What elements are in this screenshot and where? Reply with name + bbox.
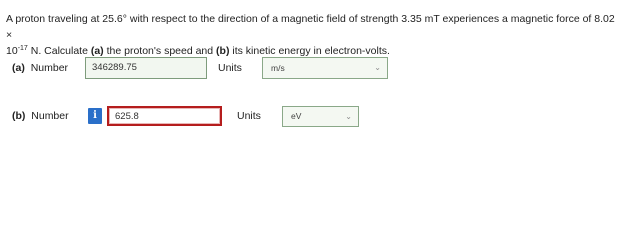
exponent-base: 10: [6, 45, 18, 57]
question-part-b-text: its kinetic energy in electron-volts.: [229, 45, 390, 57]
part-a-row: [6, 57, 618, 81]
part-b-units-label: Units: [237, 110, 261, 122]
part-a-number-input[interactable]: 346289.75: [85, 57, 207, 79]
part-a-letter: (a): [12, 62, 25, 74]
part-a-units-select[interactable]: [262, 57, 388, 79]
part-a-label: [12, 62, 68, 74]
part-a-units-value: m/s: [271, 63, 285, 73]
part-b-units-value: eV: [291, 111, 302, 121]
question-text: [6, 11, 618, 59]
chevron-down-icon: ⌄: [345, 112, 352, 121]
part-b-letter: (b): [12, 110, 26, 122]
question-part-b-label: (b): [216, 45, 230, 57]
part-b-label: [12, 110, 69, 122]
question-part-a-text: the proton's speed and: [103, 45, 217, 57]
question-line2: N. Calculate: [27, 45, 91, 57]
question-part-a-label: (a): [90, 45, 104, 57]
part-a-units-label: Units: [218, 62, 242, 74]
part-a-number-label: Number: [30, 62, 69, 74]
info-icon[interactable]: i: [88, 108, 102, 124]
exponent-power: -17: [17, 45, 28, 52]
part-b-number-input[interactable]: 625.8: [107, 106, 222, 126]
part-b-row: [6, 105, 618, 129]
question-line1: A proton traveling at 25.6° with respect to the direction of a magnetic field of strength 3.35 mT experiences a magnetic force of 8.02 ×: [6, 13, 615, 41]
part-b-number-label: Number: [31, 110, 69, 122]
chevron-down-icon: ⌄: [374, 63, 381, 72]
part-b-units-select[interactable]: [282, 106, 359, 127]
